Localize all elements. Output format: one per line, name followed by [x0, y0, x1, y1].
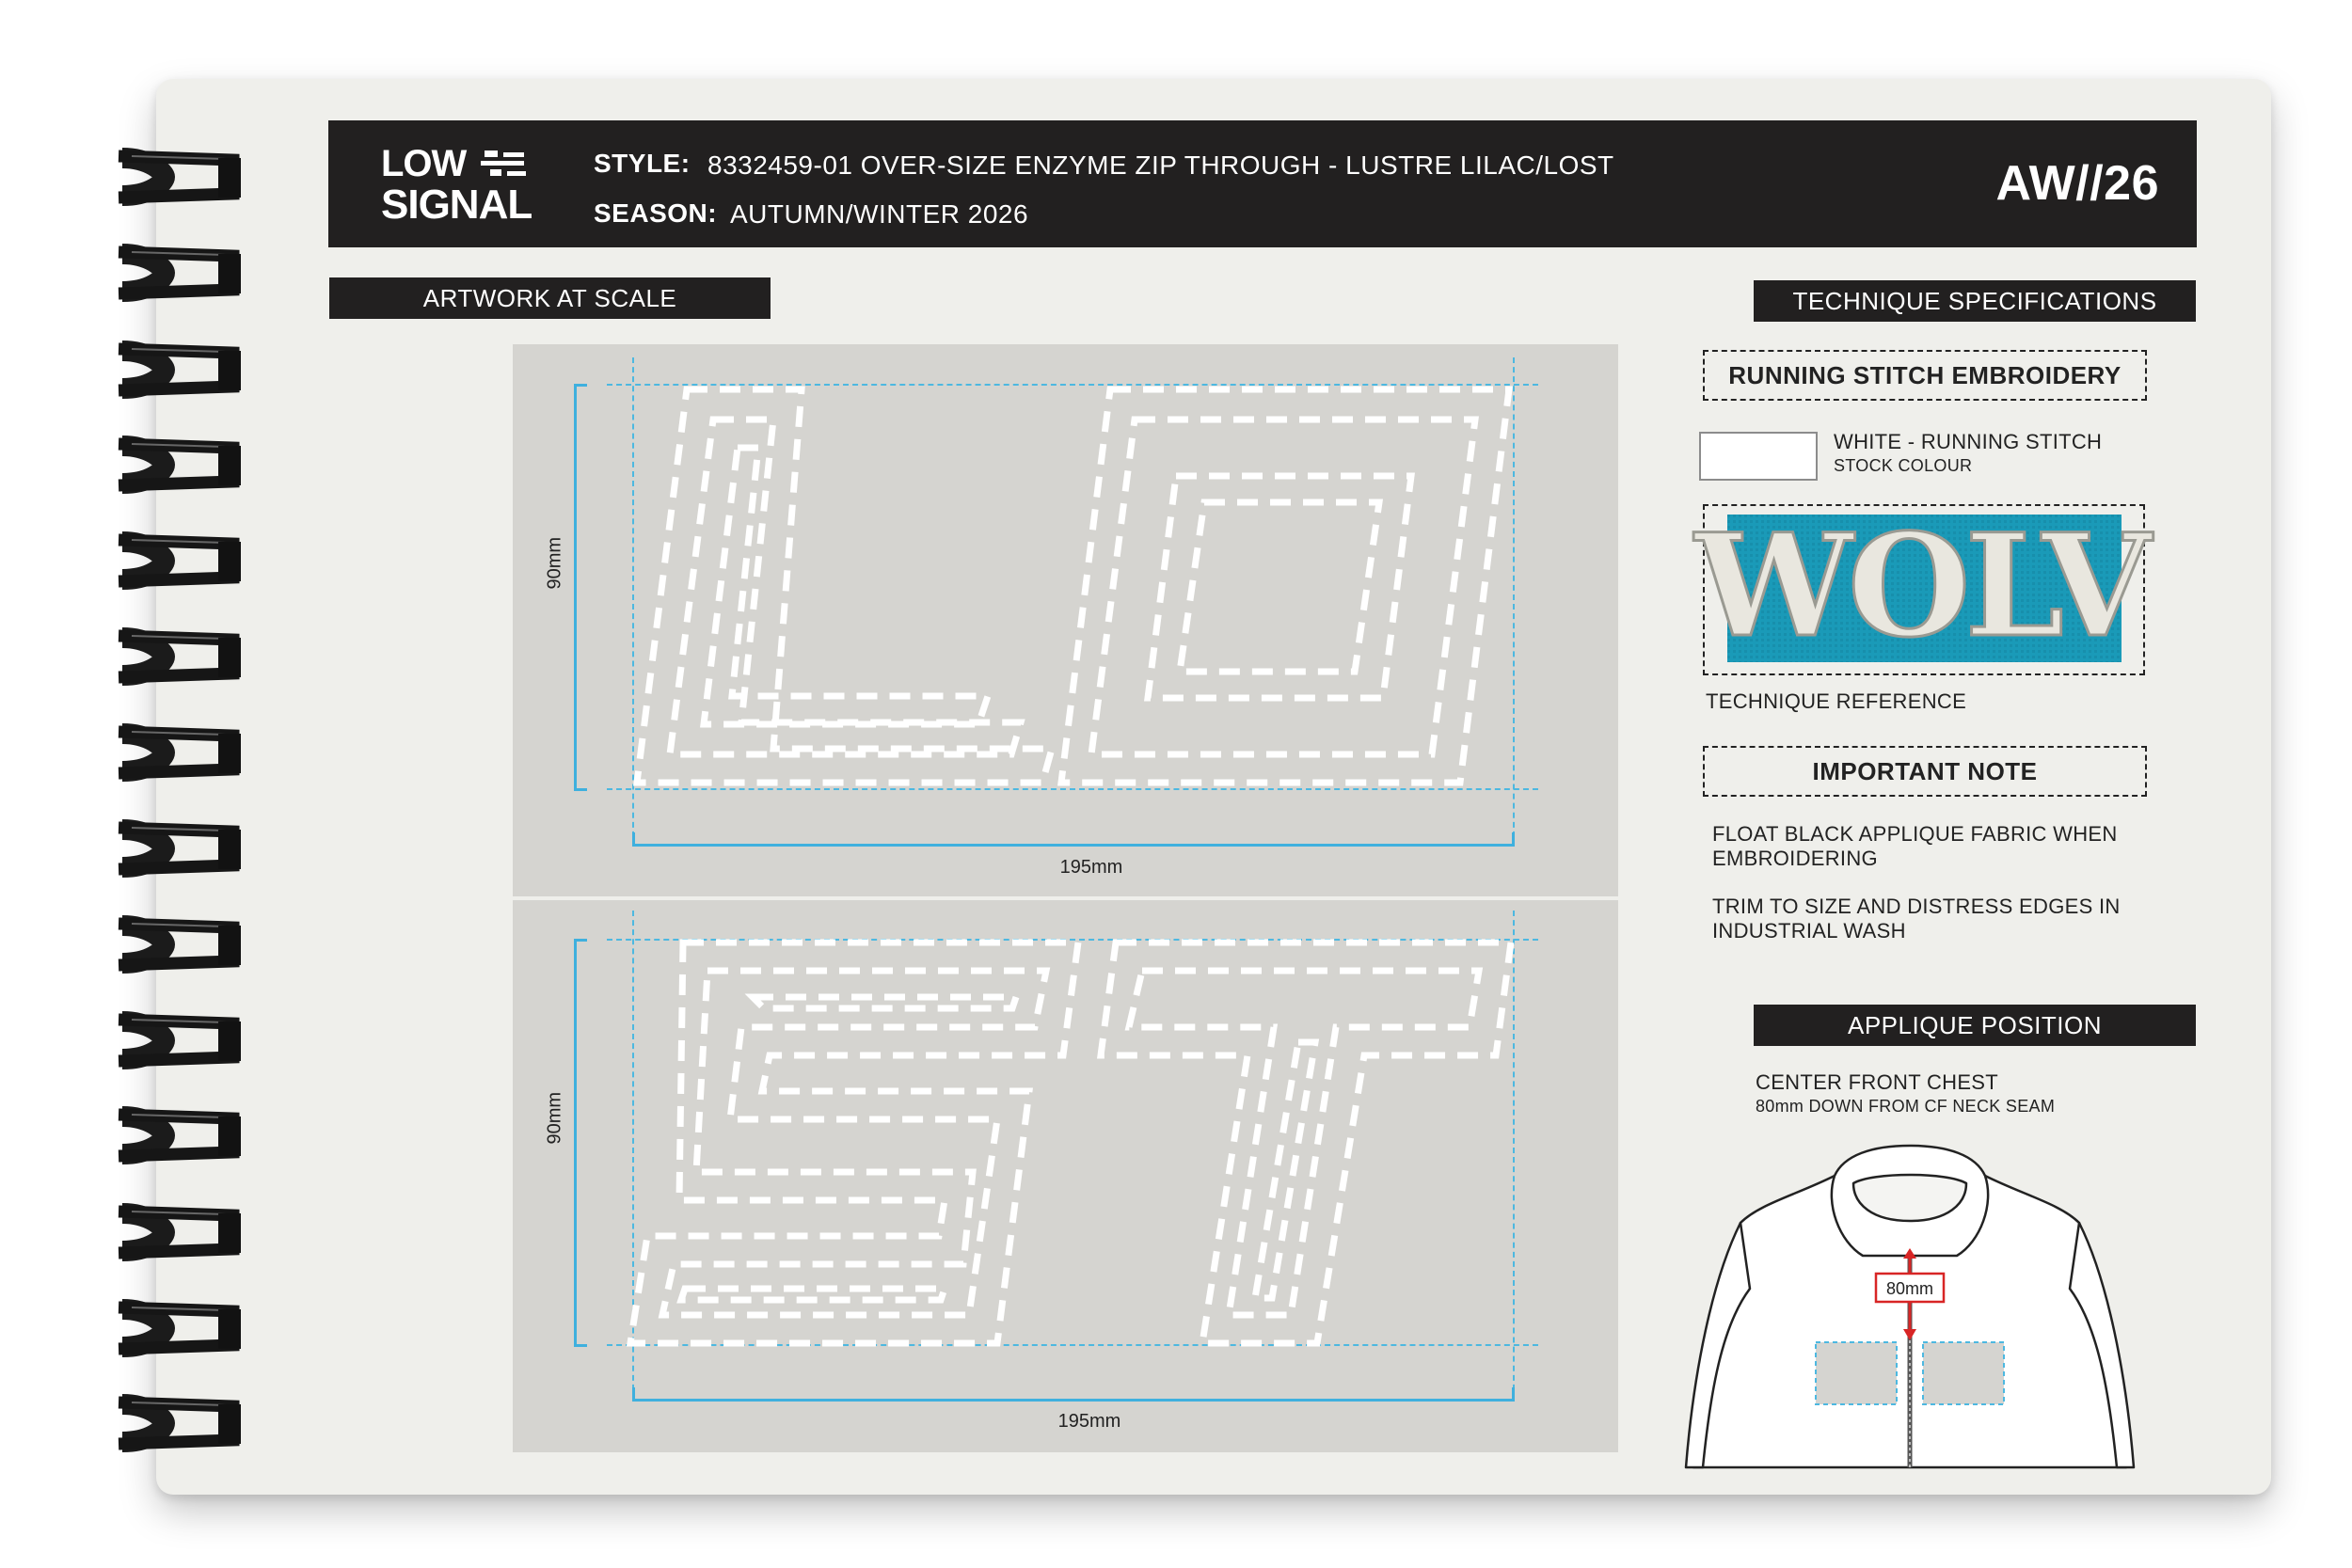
technique-title-box [1703, 350, 2147, 401]
technique-title: RUNNING STITCH EMBROIDERY [1728, 360, 2122, 389]
technique-reference-caption: TECHNIQUE REFERENCE [1706, 689, 1967, 713]
reference-embroidered-text: WOLV [1694, 503, 2146, 669]
logo-line-2: SIGNAL [381, 182, 532, 228]
swatch-sub: STOCK COLOUR [1834, 456, 1973, 475]
letter-s-inner-stroke [753, 997, 1016, 1008]
placement-detail: 80mm DOWN FROM CF NECK SEAM [1756, 1097, 2056, 1116]
technique-section-title-text: TECHNIQUE SPECIFICATIONS [1792, 286, 2157, 315]
important-note-box [1703, 746, 2147, 797]
artwork-section-title-text: ARTWORK AT SCALE [422, 283, 677, 312]
letter-o-outline-inner [1148, 476, 1411, 698]
style-label: STYLE: [594, 149, 691, 178]
season-value: AUTUMN/WINTER 2026 [730, 199, 1029, 229]
season-label: SEASON: [594, 198, 718, 228]
letter-o-counter [1180, 502, 1379, 672]
position-section-title-text: APPLIQUE POSITION [1847, 1010, 2102, 1039]
width-label-1: 195mm [1059, 857, 1123, 878]
measurement-label: 80mm [1885, 1279, 1934, 1298]
placement: CENTER FRONT CHEST [1756, 1070, 1999, 1094]
letter-o-outline-middle [1091, 420, 1475, 754]
hoodie-flat-sketch [1684, 1138, 2145, 1467]
style-value: 8332459-01 OVER-SIZE ENZYME ZIP THROUGH - LUSTRE LILAC/LOST [707, 150, 1614, 180]
letter-t-inner-stroke [1255, 1042, 1315, 1298]
note-1: FLOAT BLACK APPLIQUE FABRIC WHEN EMBROIDERING [1712, 822, 2118, 870]
note-2: TRIM TO SIZE AND DISTRESS EDGES IN INDUSTRIAL WASH [1712, 895, 2121, 942]
height-label-1: 90mm [544, 536, 565, 590]
applique-box-left [1816, 1342, 1897, 1404]
position-section-title [1754, 1005, 2196, 1046]
technique-reference-image [1694, 503, 2146, 669]
letter-t-outline-middle [1129, 971, 1479, 1315]
letter-s-outline-middle [662, 971, 1046, 1315]
swatch-name: WHITE - RUNNING STITCH [1834, 430, 2103, 453]
height-label-2: 90mm [544, 1091, 565, 1145]
thread-color-swatch [1699, 432, 1818, 481]
collection-code: AW//26 [1995, 156, 2159, 211]
letter-t-outline-outer [1101, 942, 1511, 1343]
letter-s-inner-stroke-2 [681, 1289, 945, 1300]
applique-box-right [1923, 1342, 2004, 1404]
width-label-2: 195mm [1057, 1411, 1121, 1432]
important-note-title: IMPORTANT NOTE [1812, 756, 2038, 785]
logo-line-1: LOW [381, 143, 467, 184]
letter-l-outline-inner [704, 448, 988, 724]
technique-section-title [1754, 280, 2196, 322]
